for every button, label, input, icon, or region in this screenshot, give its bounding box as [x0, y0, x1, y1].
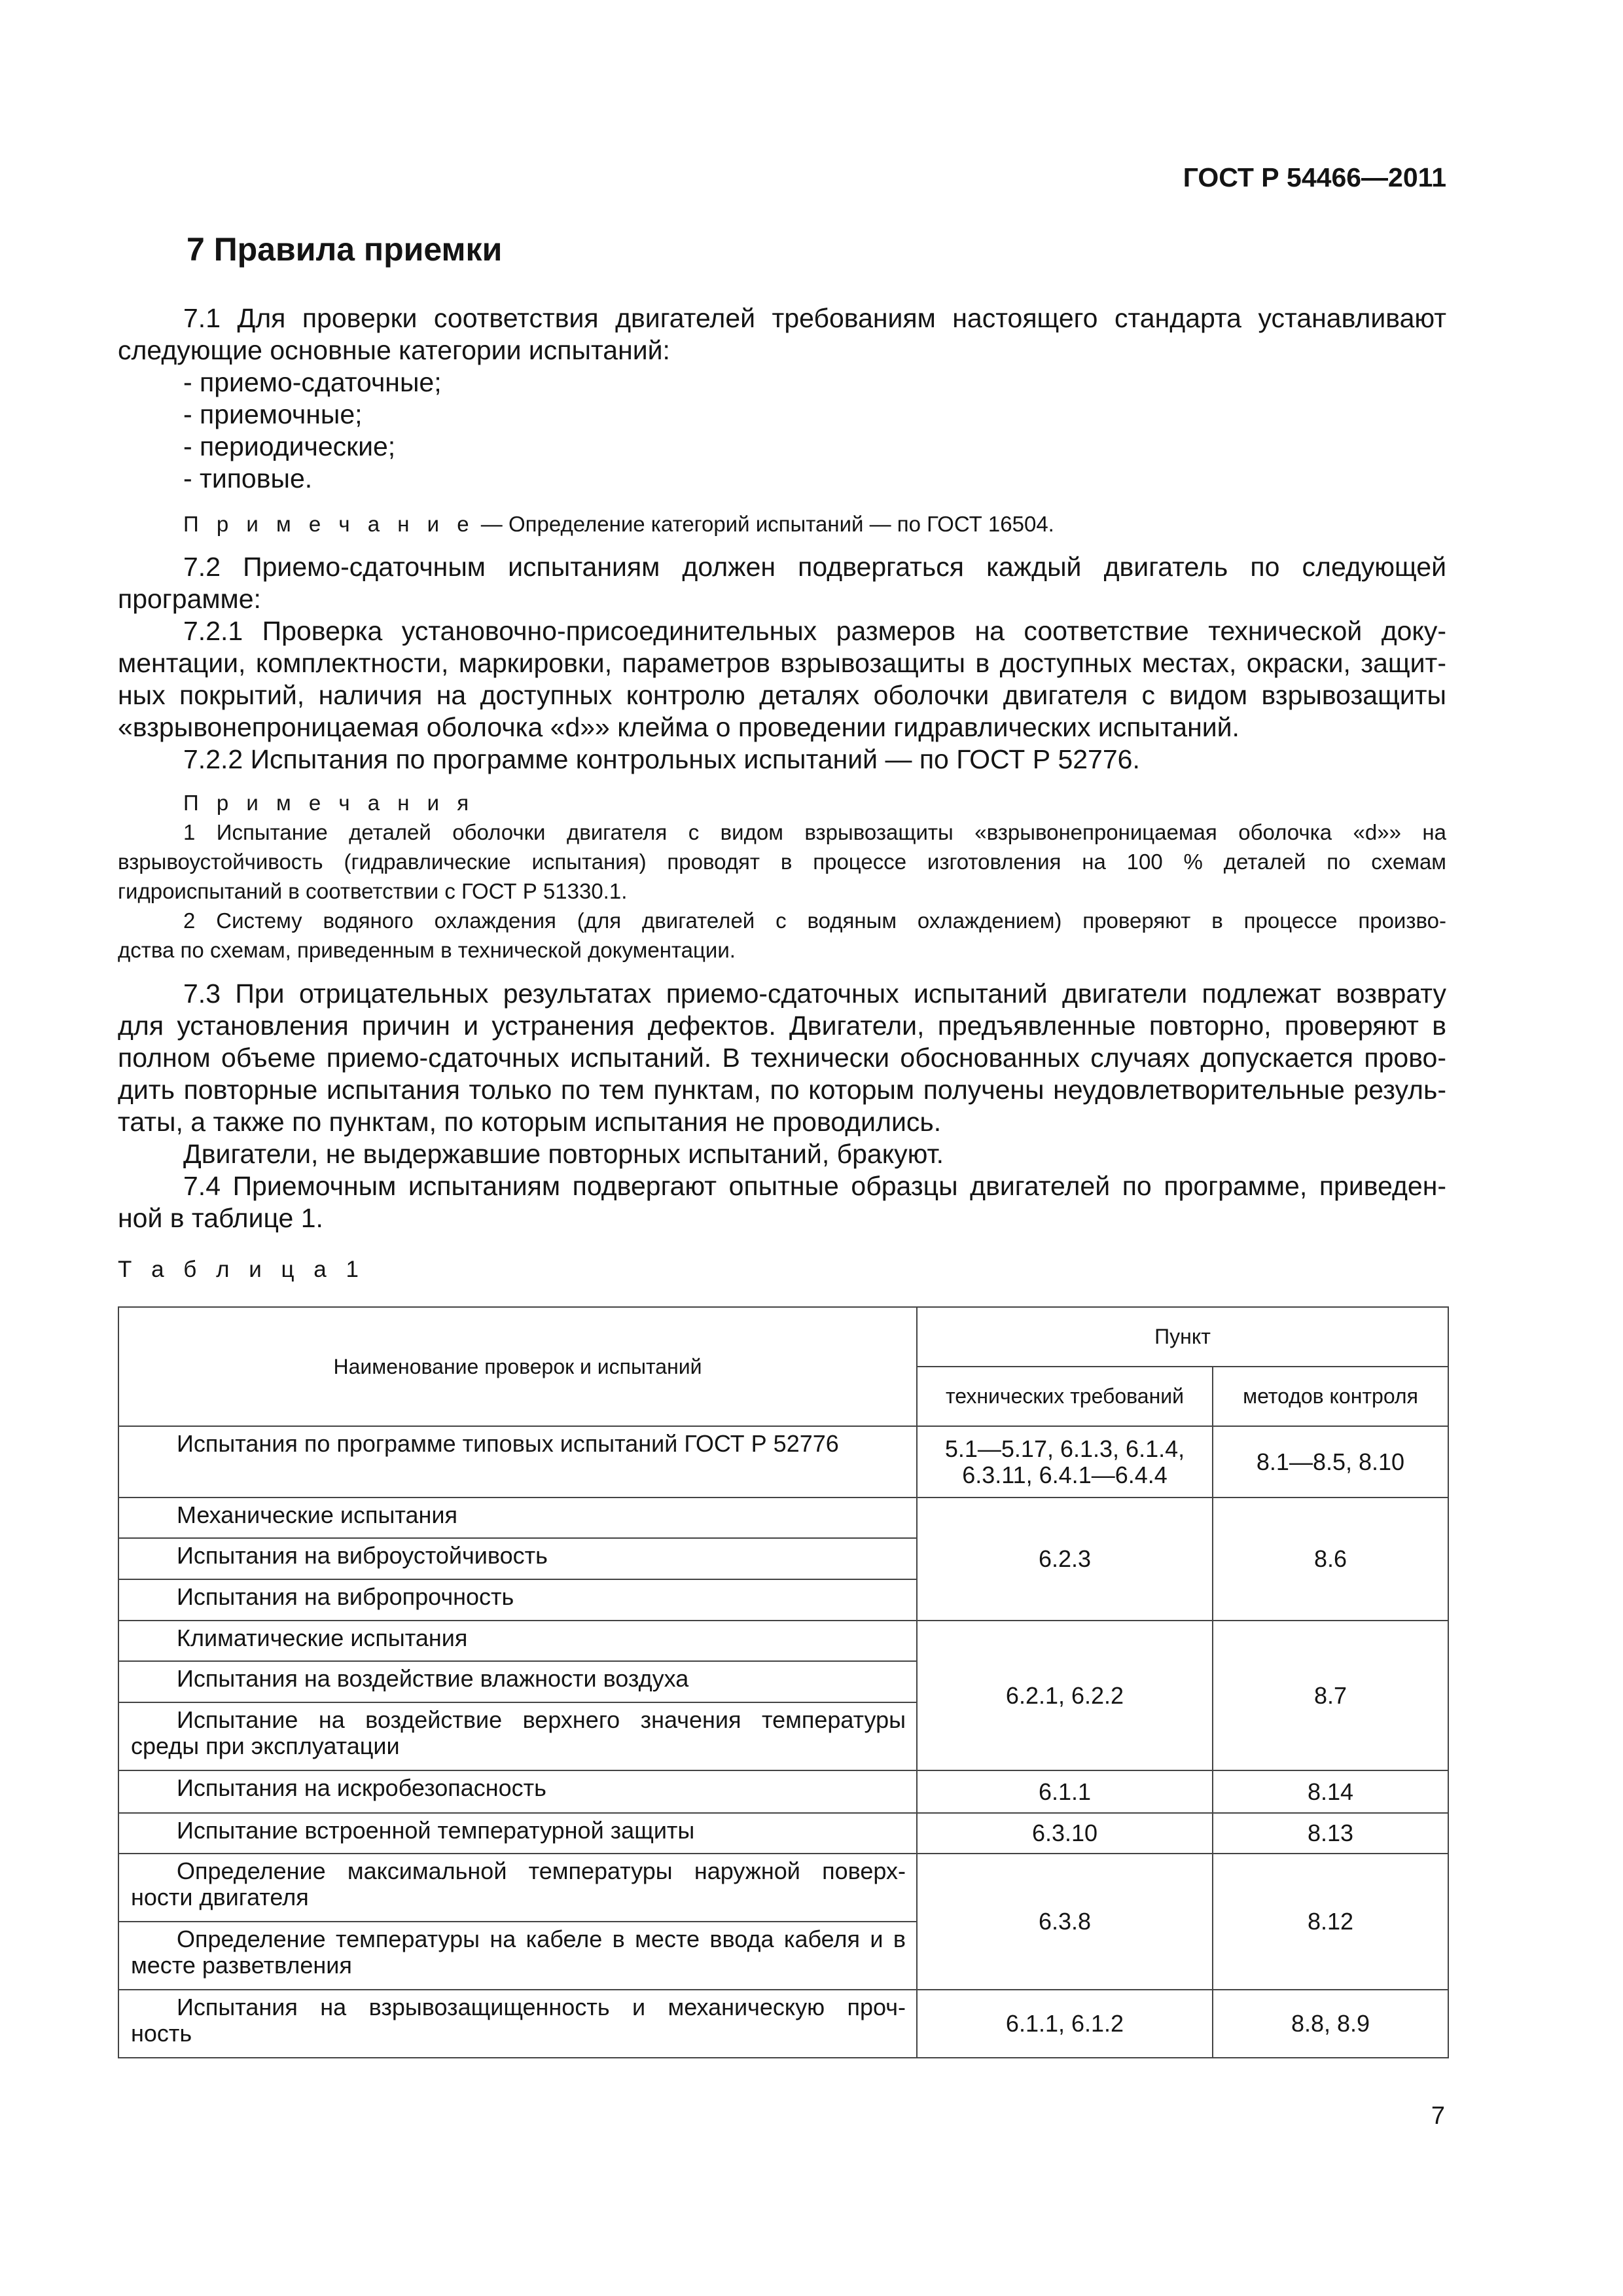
note-line: 1 Испытание деталей оболочки двигателя с видом взрывозащиты «взрывонепроницаемая оболочка «d»» на [183, 820, 1446, 844]
text-line: «взрывонепроницаемая оболочка «d»» клейма о проведении гидравлических испытаний. [118, 712, 1240, 742]
text-line: ментации, комплектности, маркировки, параметров взрывозащиты в доступных местах, окраски, защит- [118, 648, 1446, 678]
row-name-cell: Испытания на виброустойчивость [118, 1538, 917, 1579]
tech-cell: 6.2.1, 6.2.2 [917, 1621, 1213, 1770]
note-line: дства по схемам, приведенным в технической документации. [118, 938, 736, 962]
header-tech: технических требований [917, 1367, 1213, 1426]
table-row [118, 1854, 1448, 1922]
note-text: — Определение категорий испытаний — по ГОСТ 16504. [474, 512, 1054, 536]
text-line: следующие основные категории испытаний: [118, 335, 670, 365]
text-line: Двигатели, не выдержавшие повторных испытаний, бракуют. [183, 1139, 944, 1169]
text-line: таты, а также по пунктам, по которым испытания не проводились. [118, 1107, 942, 1137]
methods-cell: 8.12 [1213, 1854, 1448, 1990]
row-name-cell: Климатические испытания [118, 1621, 917, 1661]
note-line [118, 509, 1446, 539]
tech-cell: 6.1.1, 6.1.2 [917, 1990, 1213, 2058]
paragraph-7-1 [118, 302, 1446, 495]
text-line: полном объеме приемо-сдаточных испытаний. В технически обоснованных случаях допускается прово- [118, 1043, 1446, 1073]
methods-cell: 8.8, 8.9 [1213, 1990, 1448, 2058]
row-name-cell: Испытания по программе типовых испытаний ГОСТ Р 52776 [118, 1426, 917, 1498]
list-item: - типовые. [183, 463, 313, 493]
section-title: 7 Правила приемки [187, 231, 503, 268]
tech-cell: 6.3.10 [917, 1813, 1213, 1854]
methods-cell: 8.14 [1213, 1770, 1448, 1813]
table-row [118, 1621, 1448, 1661]
table-row [118, 1498, 1448, 1538]
text-line: ных покрытий, наличия на доступных контролю деталях оболочки двигателя с видом взрывозащиты [118, 680, 1446, 710]
text-line: 7.3 При отрицательных результатах приемо-сдаточных испытаний двигатели подлежат возврату [183, 978, 1446, 1009]
document-id: ГОСТ Р 54466—2011 [1183, 162, 1446, 192]
text-line: 7.2 Приемо-сдаточным испытаниям должен подвергаться каждый двигатель по следующей [183, 552, 1446, 582]
row-name-cell: Испытания на вибропрочность [118, 1579, 917, 1621]
note-label: П р и м е ч а н и е [183, 512, 475, 536]
table-row [118, 1990, 1448, 2058]
methods-cell: 8.6 [1213, 1498, 1448, 1621]
tech-cell: 6.1.1 [917, 1770, 1213, 1813]
text-line: 7.4 Приемочным испытаниям подвергают опытные образцы двигателей по программе, приведен- [183, 1171, 1446, 1201]
table-row [118, 1813, 1448, 1854]
row-name-cell: Испытания на воздействие влажности воздуха [118, 1661, 917, 1702]
header-punkt: Пункт [917, 1307, 1448, 1367]
tech-cell: 6.3.8 [917, 1854, 1213, 1990]
text-line: 7.2.2 Испытания по программе контрольных испытаний — по ГОСТ Р 52776. [183, 744, 1140, 774]
header-methods: методов контроля [1213, 1367, 1448, 1426]
header-name: Наименование проверок и испытаний [118, 1307, 917, 1426]
tech-cell: 6.2.3 [917, 1498, 1213, 1621]
row-name-cell: Механические испытания [118, 1498, 917, 1538]
methods-cell: 8.1—8.5, 8.10 [1213, 1426, 1448, 1498]
paragraph-7-3 [118, 978, 1446, 1234]
tech-cell: 5.1—5.17, 6.1.3, 6.1.4, 6.3.11, 6.4.1—6.4.4 [917, 1426, 1213, 1498]
list-item: - приемочные; [183, 399, 363, 429]
notes [118, 788, 1446, 965]
row-name-cell: Испытания на искробезопасность [118, 1770, 917, 1813]
table-caption: Т а б л и ц а 1 [118, 1257, 365, 1282]
note-line: взрывоустойчивость (гидравлические испытания) проводят в процессе изготовления на 100 % деталей по схемам [118, 850, 1446, 874]
note-line: 2 Систему водяного охлаждения (для двигателей с водяным охлаждением) проверяют в процессе произво- [183, 908, 1446, 933]
list-item: - периодические; [183, 431, 396, 461]
table-row [118, 1426, 1448, 1498]
row-name-cell: Определение температуры на кабеле в месте ввода кабеля и в месте разветвления [118, 1922, 917, 1990]
page-number: 7 [1431, 2102, 1445, 2130]
methods-cell: 8.13 [1213, 1813, 1448, 1854]
list-item: - приемо-сдаточные; [183, 367, 442, 397]
text-line: ной в таблице 1. [118, 1203, 323, 1233]
methods-cell: 8.7 [1213, 1621, 1448, 1770]
row-name-cell: Испытание на воздействие верхнего значения температуры среды при эксплуатации [118, 1702, 917, 1770]
text-line: 7.2.1 Проверка установочно-присоединительных размеров на соответствие технической доку- [183, 616, 1446, 646]
tests-table [118, 1306, 1449, 2058]
row-name-cell: Определение максимальной температуры наружной поверх- ности двигателя [118, 1854, 917, 1922]
text-line: программе: [118, 584, 261, 614]
text-line: 7.1 Для проверки соответствия двигателей требованиям настоящего стандарта устанавливают [183, 303, 1446, 333]
row-name-cell: Испытание встроенной температурной защиты [118, 1813, 917, 1854]
notes-label: П р и м е ч а н и я [183, 791, 475, 815]
row-name-cell: Испытания на взрывозащищенность и механическую проч- ность [118, 1990, 917, 2058]
text-line: дить повторные испытания только по тем пунктам, по которым получены неудовлетворительные резуль- [118, 1075, 1446, 1105]
note-line: гидроиспытаний в соответствии с ГОСТ Р 51330.1. [118, 879, 628, 903]
note [118, 509, 1446, 539]
table-row [118, 1770, 1448, 1813]
paragraph-7-2 [118, 551, 1446, 776]
text-line: для установления причин и устранения дефектов. Двигатели, предъявленные повторно, проверяют в [118, 1011, 1446, 1041]
